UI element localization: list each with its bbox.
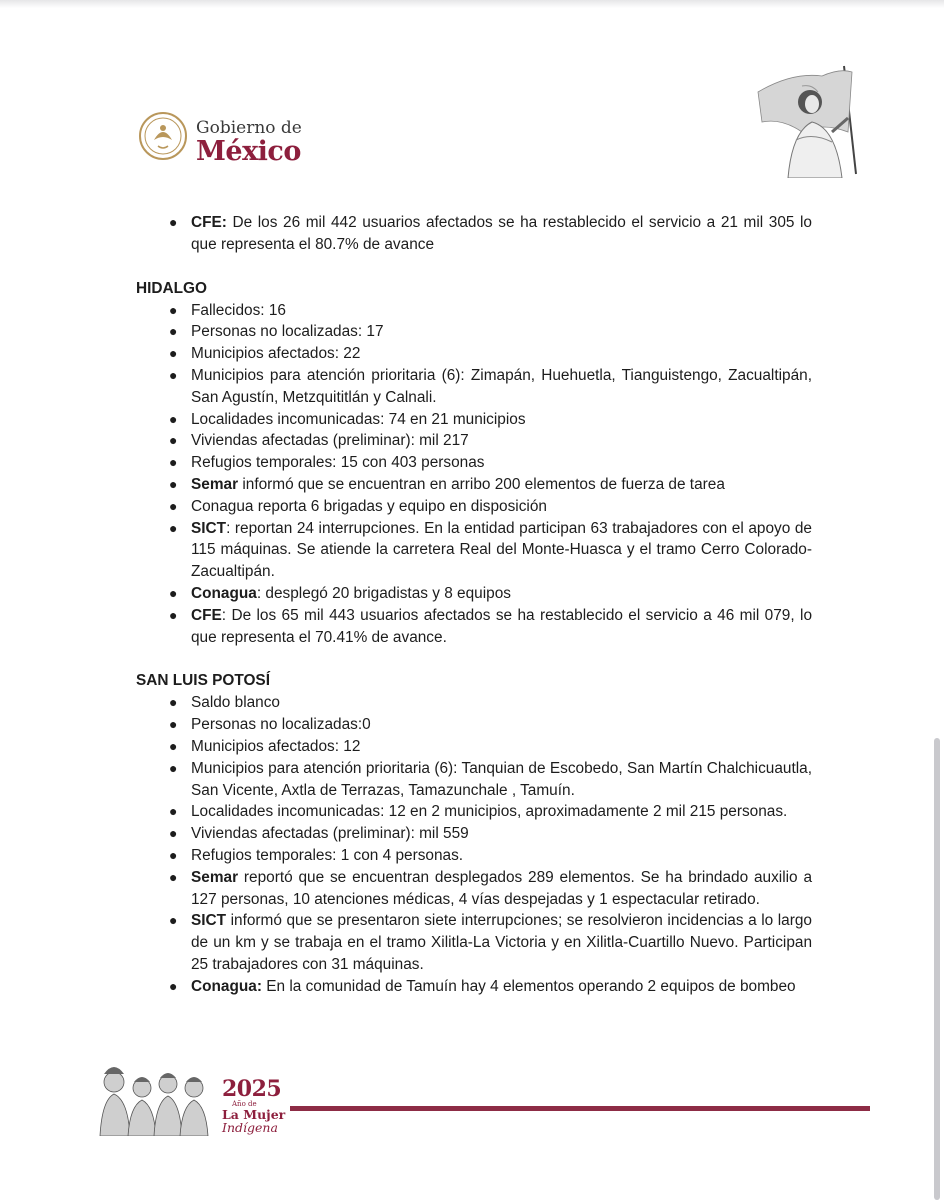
- bullet-icon: ●: [169, 345, 178, 362]
- item-text: : desplegó 20 brigadistas y 8 equipos: [256, 584, 511, 602]
- item-label: SICT: [191, 519, 227, 537]
- list-item: [136, 496, 812, 518]
- item-text: Municipios afectados: 22: [191, 345, 361, 363]
- bullet-icon: ●: [169, 301, 178, 318]
- item-text: En la comunidad de Tamuín hay 4 elementos operando 2 equipos de bombeo: [261, 977, 796, 995]
- year-label: 2025: [222, 1076, 282, 1102]
- bullet-icon: ●: [169, 497, 178, 514]
- item-text: Conagua reporta 6 brigadas y equipo en disposición: [191, 497, 547, 515]
- year-subtitle-1: Año de: [232, 1100, 257, 1108]
- item-text: Personas no localizadas: 17: [191, 323, 384, 341]
- bullet-icon: ●: [169, 694, 178, 711]
- year-subtitle-2: La Mujer: [222, 1107, 286, 1122]
- bullet-icon: ●: [169, 366, 178, 383]
- section-title-hidalgo: HIDALGO: [136, 279, 207, 297]
- item-text: Refugios temporales: 15 con 403 personas: [191, 454, 485, 472]
- list-item: [136, 343, 812, 365]
- item-text: De los 26 mil 442 usuarios afectados se ha restablecido el servicio a 21 mil 305 lo que representa el 80.7% de avance: [191, 214, 812, 253]
- national-seal-icon: [138, 110, 188, 162]
- bullet-icon: ●: [169, 803, 178, 820]
- bullet-icon: ●: [169, 475, 178, 492]
- item-text: : reportan 24 interrupciones. En la entidad participan 63 trabajadores con el apoyo de 115 máquinas. Se atiende la carretera Real del Monte-Huasca y el tramo Cerro Colorado-Zacualtipán.: [191, 519, 812, 581]
- list-item: [136, 692, 812, 714]
- list-item: [136, 736, 812, 758]
- list-item: [136, 365, 812, 409]
- bullet-icon: ●: [169, 584, 178, 601]
- item-text: Personas no localizadas:0: [191, 716, 371, 734]
- item-text: Viviendas afectadas (preliminar): mil 217: [191, 432, 469, 450]
- bullet-icon: ●: [169, 912, 178, 929]
- bullet-icon: ●: [169, 606, 178, 623]
- list-item: [136, 300, 812, 322]
- list-item: [136, 910, 812, 975]
- scrollbar[interactable]: [934, 738, 940, 1200]
- item-text: informó que se presentaron siete interrupciones; se resolvieron incidencias a lo largo de un km y se trabaja en el tramo Xilitla-La Victoria y en Xilitla-Cuartillo Nuevo. Participan 25 trabajadores con 31 máquinas.: [191, 912, 812, 973]
- item-text: Saldo blanco: [191, 694, 280, 712]
- woman-with-flag-illustration: [752, 62, 858, 178]
- cfe-summary-list: [136, 212, 812, 256]
- list-item: [136, 518, 812, 583]
- item-label: Conagua: [191, 584, 257, 602]
- item-text: Localidades incomunicadas: 12 en 2 municipios, aproximadamente 2 mil 215 personas.: [191, 803, 788, 821]
- list-item: [136, 823, 812, 845]
- list-item: [136, 758, 812, 802]
- hidalgo-list: [136, 300, 812, 649]
- item-text: reportó que se encuentran desplegados 289 elementos. Se ha brindado auxilio a 127 personas, 10 atenciones médicas, 4 vías despejadas y 1 espectacular retirado.: [191, 868, 812, 908]
- list-item: [136, 474, 812, 496]
- item-text: Viviendas afectadas (preliminar): mil 559: [191, 825, 469, 843]
- item-label: CFE: [191, 606, 222, 624]
- item-label: Conagua:: [191, 977, 262, 995]
- report-body: [136, 212, 812, 998]
- footer-divider: [290, 1106, 870, 1111]
- list-item: [136, 430, 812, 452]
- bullet-icon: ●: [169, 846, 178, 863]
- bullet-icon: ●: [169, 454, 178, 471]
- item-label: Semar: [191, 868, 239, 886]
- list-item: [136, 714, 812, 736]
- san-luis-potosi-list: [136, 692, 812, 997]
- list-item: [136, 452, 812, 474]
- item-text: : De los 65 mil 443 usuarios afectados se ha restablecido el servicio a 46 mil 079, lo que representa el 70.41% de avance.: [191, 606, 812, 646]
- list-item: [136, 867, 812, 911]
- item-text: Municipios para atención prioritaria (6): Zimapán, Huehuetla, Tianguistengo, Zacualtipán, San Agustín, Metzquititlán y Calnali.: [191, 366, 812, 406]
- list-item: [136, 845, 812, 867]
- top-edge: [0, 0, 944, 8]
- bullet-icon: ●: [169, 825, 178, 842]
- item-label: Semar: [191, 475, 239, 493]
- list-item: [136, 321, 812, 343]
- item-text: informó que se encuentran en arribo 200 elementos de fuerza de tarea: [238, 475, 725, 493]
- item-text: Fallecidos: 16: [191, 301, 286, 319]
- item-text: Localidades incomunicadas: 74 en 21 municipios: [191, 410, 526, 428]
- bullet-icon: ●: [169, 519, 178, 536]
- list-item: [136, 801, 812, 823]
- gobierno-de-mexico-logo: [138, 110, 318, 168]
- section-title-san-luis-potosi: SAN LUIS POTOSÍ: [136, 672, 270, 690]
- logo-line-2: México: [196, 136, 301, 167]
- item-label: CFE:: [191, 214, 227, 231]
- bullet-icon: ●: [169, 323, 178, 340]
- year-badge: [222, 1078, 292, 1135]
- item-label: SICT: [191, 912, 227, 930]
- year-subtitle-3: Indígena: [222, 1120, 278, 1135]
- list-item: [136, 605, 812, 649]
- bullet-icon: ●: [169, 716, 178, 733]
- list-item: [136, 583, 812, 605]
- logo-line-1: Gobierno de: [196, 118, 302, 138]
- bullet-icon: ●: [169, 214, 178, 230]
- list-item: [136, 976, 812, 998]
- indigenous-women-illustration: [96, 1060, 216, 1136]
- bullet-icon: ●: [169, 977, 178, 994]
- bullet-icon: ●: [169, 868, 178, 885]
- item-text: Municipios afectados: 12: [191, 737, 361, 755]
- item-text: Municipios para atención prioritaria (6): Tanquian de Escobedo, San Martín Chalchicuautla, San Vicente, Axtla de Terrazas, Tamazunchale , Tamuín.: [191, 759, 812, 799]
- list-item: [136, 409, 812, 431]
- bullet-icon: ●: [169, 410, 178, 427]
- bullet-icon: ●: [169, 759, 178, 776]
- list-item: [136, 212, 812, 256]
- bullet-icon: ●: [169, 737, 178, 754]
- bullet-icon: ●: [169, 432, 178, 449]
- item-text: Refugios temporales: 1 con 4 personas.: [191, 846, 464, 864]
